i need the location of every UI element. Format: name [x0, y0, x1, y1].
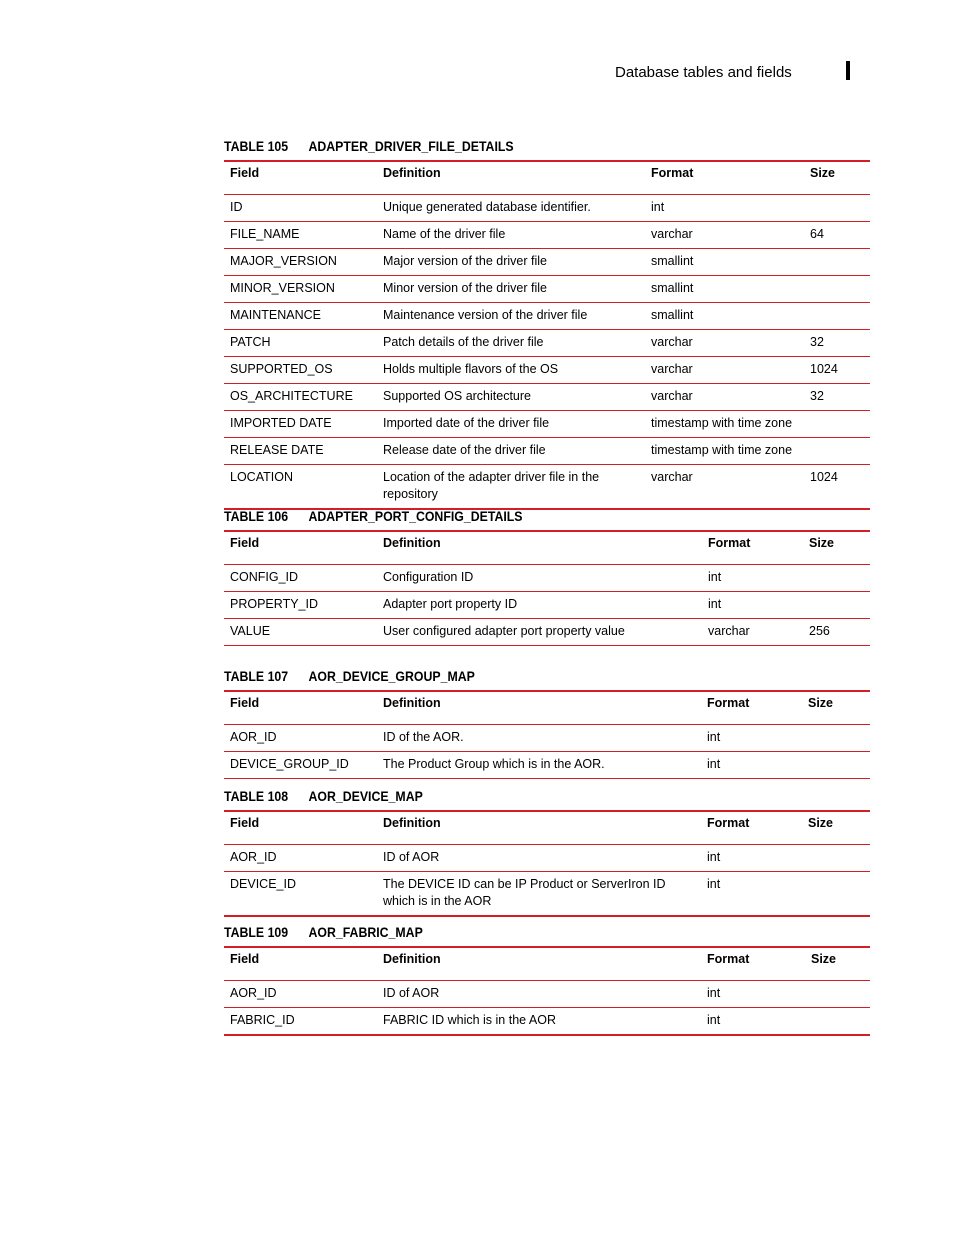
cell-size: 1024 — [804, 357, 870, 384]
table-name: AOR_DEVICE_GROUP_MAP — [308, 668, 475, 684]
cell-format: varchar — [645, 357, 804, 384]
cell-field: FABRIC_ID — [230, 1013, 295, 1027]
cell-size — [804, 438, 870, 465]
table-row — [224, 411, 870, 438]
header-field: Field — [224, 161, 377, 195]
header-size: Size — [802, 691, 870, 725]
cell-format: varchar — [645, 330, 804, 357]
table-row — [224, 303, 870, 330]
cell-format: smallint — [645, 303, 804, 330]
cell-field: MAINTENANCE — [224, 303, 377, 330]
table-106 — [224, 530, 870, 646]
table-row — [224, 330, 870, 357]
table-name: ADAPTER_DRIVER_FILE_DETAILS — [308, 138, 514, 154]
cell-size: 64 — [804, 222, 870, 249]
cell-field: FILE_NAME — [224, 222, 377, 249]
cell-format: varchar — [645, 222, 804, 249]
cell-size — [802, 725, 870, 752]
cell-size: 32 — [804, 384, 870, 411]
header-format: Format — [701, 691, 802, 725]
cell-size — [802, 845, 870, 872]
cell-definition: The Product Group which is in the AOR. — [383, 757, 605, 771]
cell-definition: Release date of the driver file — [377, 438, 645, 465]
cell-size: 256 — [809, 624, 830, 638]
cell-format: int — [701, 725, 802, 752]
cell-field: AOR_ID — [224, 725, 377, 752]
cell-size — [804, 195, 870, 222]
cell-size — [802, 752, 870, 779]
cell-size — [803, 592, 870, 619]
cell-size — [803, 565, 870, 592]
cell-size — [805, 981, 870, 1008]
table-name: AOR_DEVICE_MAP — [308, 788, 423, 804]
running-header: Database tables and fields — [615, 64, 792, 81]
cell-definition: Maintenance version of the driver file — [377, 303, 645, 330]
cell-field: IMPORTED DATE — [224, 411, 377, 438]
cell-field: PATCH — [224, 330, 377, 357]
cell-format: varchar — [651, 470, 693, 484]
cell-definition: Major version of the driver file — [377, 249, 645, 276]
cell-format: varchar — [645, 384, 804, 411]
table-row — [224, 565, 870, 592]
header-size: Size — [805, 947, 870, 981]
cell-format: int — [702, 565, 803, 592]
cell-format: timestamp with time zone — [645, 438, 804, 465]
cell-format: int — [707, 1013, 721, 1027]
cell-field: DEVICE_ID — [230, 877, 296, 891]
cell-size: 32 — [804, 330, 870, 357]
cell-field: VALUE — [230, 624, 271, 638]
table-row — [224, 872, 870, 917]
cell-format: varchar — [708, 624, 750, 638]
header-size: Size — [803, 531, 870, 565]
cell-field: MAJOR_VERSION — [224, 249, 377, 276]
header-field: Field — [224, 531, 377, 565]
cell-field: LOCATION — [230, 470, 293, 484]
cell-definition: Supported OS architecture — [377, 384, 645, 411]
table-number: TABLE 105 — [224, 138, 289, 154]
cell-size — [804, 249, 870, 276]
cell-size — [805, 1008, 870, 1036]
table-header-row — [224, 947, 870, 981]
cell-format: int — [702, 592, 803, 619]
table-name: ADAPTER_PORT_CONFIG_DETAILS — [308, 508, 523, 524]
table-108-caption — [224, 788, 423, 804]
table-row — [224, 1008, 870, 1036]
cell-format: int — [707, 877, 721, 891]
table-109-caption — [224, 924, 423, 940]
cell-definition: Location of the adapter driver file in the repository — [383, 470, 600, 501]
table-row — [224, 249, 870, 276]
table-header-row — [224, 691, 870, 725]
cell-field: ID — [224, 195, 377, 222]
cell-field: PROPERTY_ID — [224, 592, 377, 619]
header-field: Field — [224, 691, 377, 725]
cell-format: timestamp with time zone — [645, 411, 804, 438]
header-definition: Definition — [377, 811, 701, 845]
cell-format: int — [701, 845, 802, 872]
header-definition: Definition — [377, 161, 645, 195]
table-row — [224, 981, 870, 1008]
table-row — [224, 725, 870, 752]
table-number: TABLE 109 — [224, 924, 289, 940]
cell-format: int — [701, 981, 805, 1008]
cell-definition: Patch details of the driver file — [377, 330, 645, 357]
table-107 — [224, 690, 870, 779]
table-108 — [224, 810, 870, 917]
table-row — [224, 357, 870, 384]
table-row — [224, 845, 870, 872]
table-row — [224, 222, 870, 249]
cell-definition: Imported date of the driver file — [377, 411, 645, 438]
cell-definition: Unique generated database identifier. — [377, 195, 645, 222]
table-105-caption — [224, 138, 514, 154]
header-field: Field — [224, 947, 377, 981]
header-size: Size — [802, 811, 870, 845]
table-header-row — [224, 161, 870, 195]
cell-field: AOR_ID — [224, 981, 377, 1008]
cell-definition: Adapter port property ID — [377, 592, 702, 619]
cell-size: 1024 — [810, 470, 838, 484]
cell-format: smallint — [645, 249, 804, 276]
header-format: Format — [701, 947, 805, 981]
cell-field: RELEASE DATE — [224, 438, 377, 465]
cell-definition: The DEVICE ID can be IP Product or ServerIron ID which is in the AOR — [383, 877, 666, 908]
cell-definition: User configured adapter port property value — [383, 624, 625, 638]
cell-format: int — [707, 757, 721, 771]
cell-size — [802, 872, 870, 917]
cell-field: OS_ARCHITECTURE — [224, 384, 377, 411]
cell-definition: Configuration ID — [377, 565, 702, 592]
cell-size — [804, 276, 870, 303]
table-row — [224, 384, 870, 411]
header-format: Format — [645, 161, 804, 195]
cell-definition: ID of the AOR. — [377, 725, 701, 752]
cell-field: DEVICE_GROUP_ID — [230, 757, 349, 771]
table-name: AOR_FABRIC_MAP — [308, 924, 423, 940]
table-107-caption — [224, 668, 475, 684]
table-row — [224, 592, 870, 619]
cell-field: AOR_ID — [224, 845, 377, 872]
table-row — [224, 276, 870, 303]
cell-field: SUPPORTED_OS — [224, 357, 377, 384]
header-definition: Definition — [377, 691, 701, 725]
cell-definition: ID of AOR — [377, 981, 701, 1008]
cell-format: int — [645, 195, 804, 222]
cell-size — [804, 411, 870, 438]
table-109 — [224, 946, 870, 1036]
table-105 — [224, 160, 870, 510]
table-106-caption — [224, 508, 523, 524]
cell-format: smallint — [645, 276, 804, 303]
cell-size — [804, 303, 870, 330]
table-row — [224, 195, 870, 222]
header-format: Format — [701, 811, 802, 845]
table-row — [224, 619, 870, 646]
table-header-row — [224, 531, 870, 565]
table-number: TABLE 107 — [224, 668, 289, 684]
cell-definition: Name of the driver file — [377, 222, 645, 249]
table-number: TABLE 108 — [224, 788, 289, 804]
cell-definition: Minor version of the driver file — [377, 276, 645, 303]
table-number: TABLE 106 — [224, 508, 289, 524]
header-field: Field — [224, 811, 377, 845]
cell-definition: ID of AOR — [377, 845, 701, 872]
header-definition: Definition — [377, 947, 701, 981]
table-row — [224, 438, 870, 465]
cell-field: CONFIG_ID — [224, 565, 377, 592]
header-definition: Definition — [377, 531, 702, 565]
header-format: Format — [702, 531, 803, 565]
cell-field: MINOR_VERSION — [224, 276, 377, 303]
header-bar — [846, 61, 850, 80]
table-row — [224, 465, 870, 510]
table-row — [224, 752, 870, 779]
cell-definition: Holds multiple flavors of the OS — [377, 357, 645, 384]
cell-definition: FABRIC ID which is in the AOR — [383, 1013, 556, 1027]
table-header-row — [224, 811, 870, 845]
header-size: Size — [804, 161, 870, 195]
